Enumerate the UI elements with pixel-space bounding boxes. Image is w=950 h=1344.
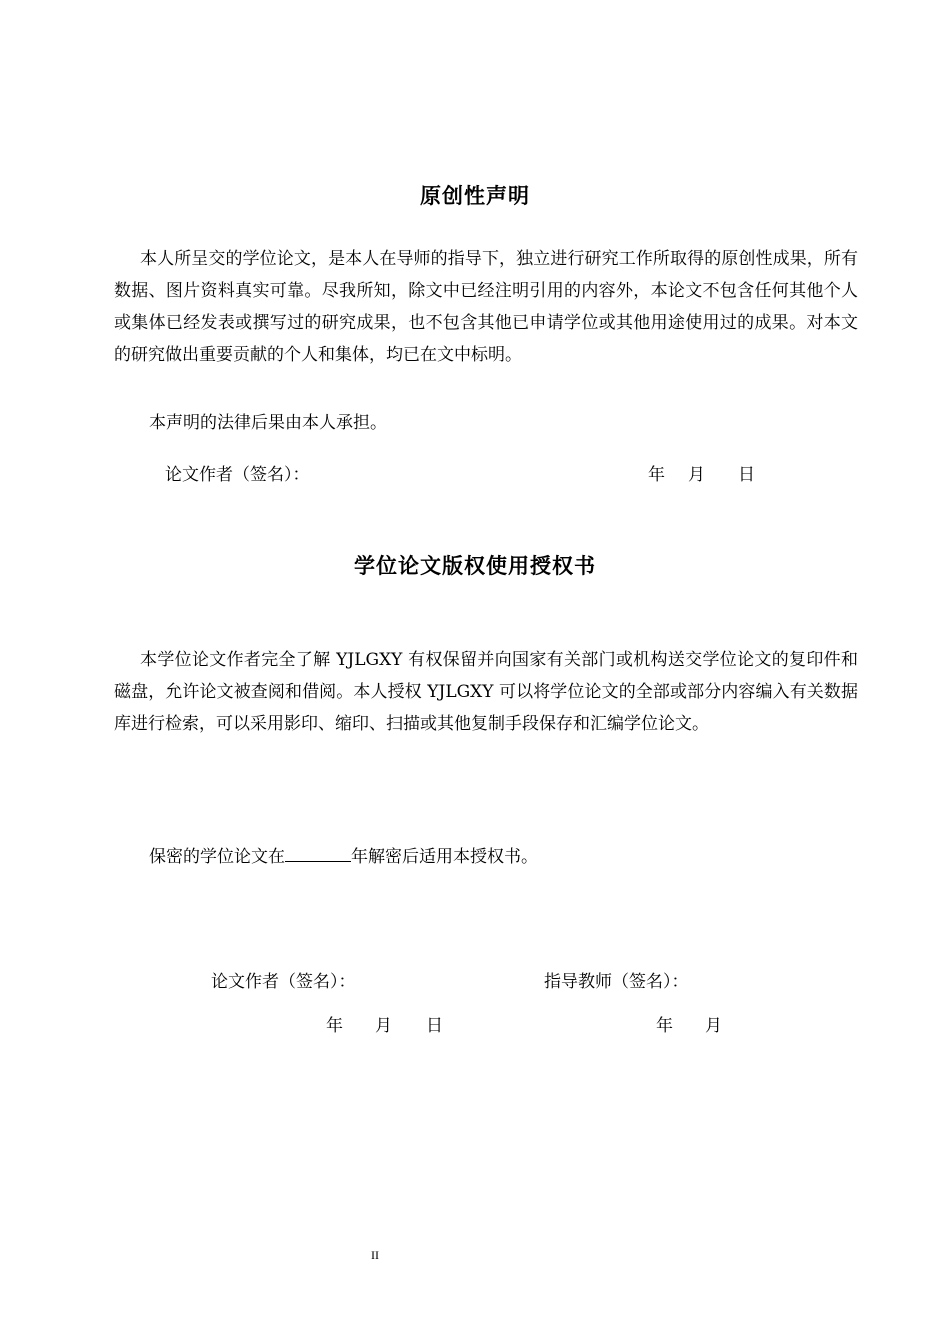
declaration-date-day: 日 <box>738 465 755 485</box>
author-date-day: 日 <box>426 1016 443 1036</box>
declaration-date-month: 月 <box>688 465 705 485</box>
confidential-year-blank <box>285 847 351 862</box>
declaration-legal: 本声明的法律后果由本人承担。 <box>149 413 387 433</box>
declaration-title: 原创性声明 <box>420 184 530 208</box>
declaration-body: 本人所呈交的学位论文，是本人在导师的指导下，独立进行研究工作所取得的原创性成果，所有数据、图片资料真实可靠。尽我所知，除文中已经注明引用的内容外，本论文不包含任何其他个人或集体已经发表或撰写过的研究成果，也不包含其他已申请学位或其他用途使用过的成果。对本文的研究做出重要贡献的个人和集体，均已在文中标明。 <box>114 249 858 365</box>
declaration-date-year: 年 <box>648 465 665 485</box>
confidential-suffix: 年解密后适用本授权书。 <box>351 847 538 867</box>
authorization-body: 本学位论文作者完全了解 YJLGXY 有权保留并向国家有关部门或机构送交学位论文的复印件和磁盘，允许论文被查阅和借阅。本人授权 YJLGXY 可以将学位论文的全部或部分内容编入有关数据库进行检索，可以采用影印、缩印、扫描或其他复制手段保存和汇编学位论文。 <box>114 650 858 734</box>
advisor-date-month: 月 <box>705 1016 722 1036</box>
advisor-signature-label: 指导教师（签名）： <box>544 972 689 992</box>
author-date-year: 年 <box>326 1016 343 1036</box>
author-signature-label: 论文作者（签名）： <box>211 972 356 992</box>
advisor-date-year: 年 <box>656 1016 673 1036</box>
confidential-prefix: 保密的学位论文在 <box>149 847 285 867</box>
page-number: II <box>371 1248 379 1262</box>
declaration-signature-label: 论文作者（签名）： <box>165 465 310 485</box>
author-date-month: 月 <box>375 1016 392 1036</box>
confidential-statement <box>149 842 538 867</box>
authorization-title: 学位论文版权使用授权书 <box>354 554 596 578</box>
